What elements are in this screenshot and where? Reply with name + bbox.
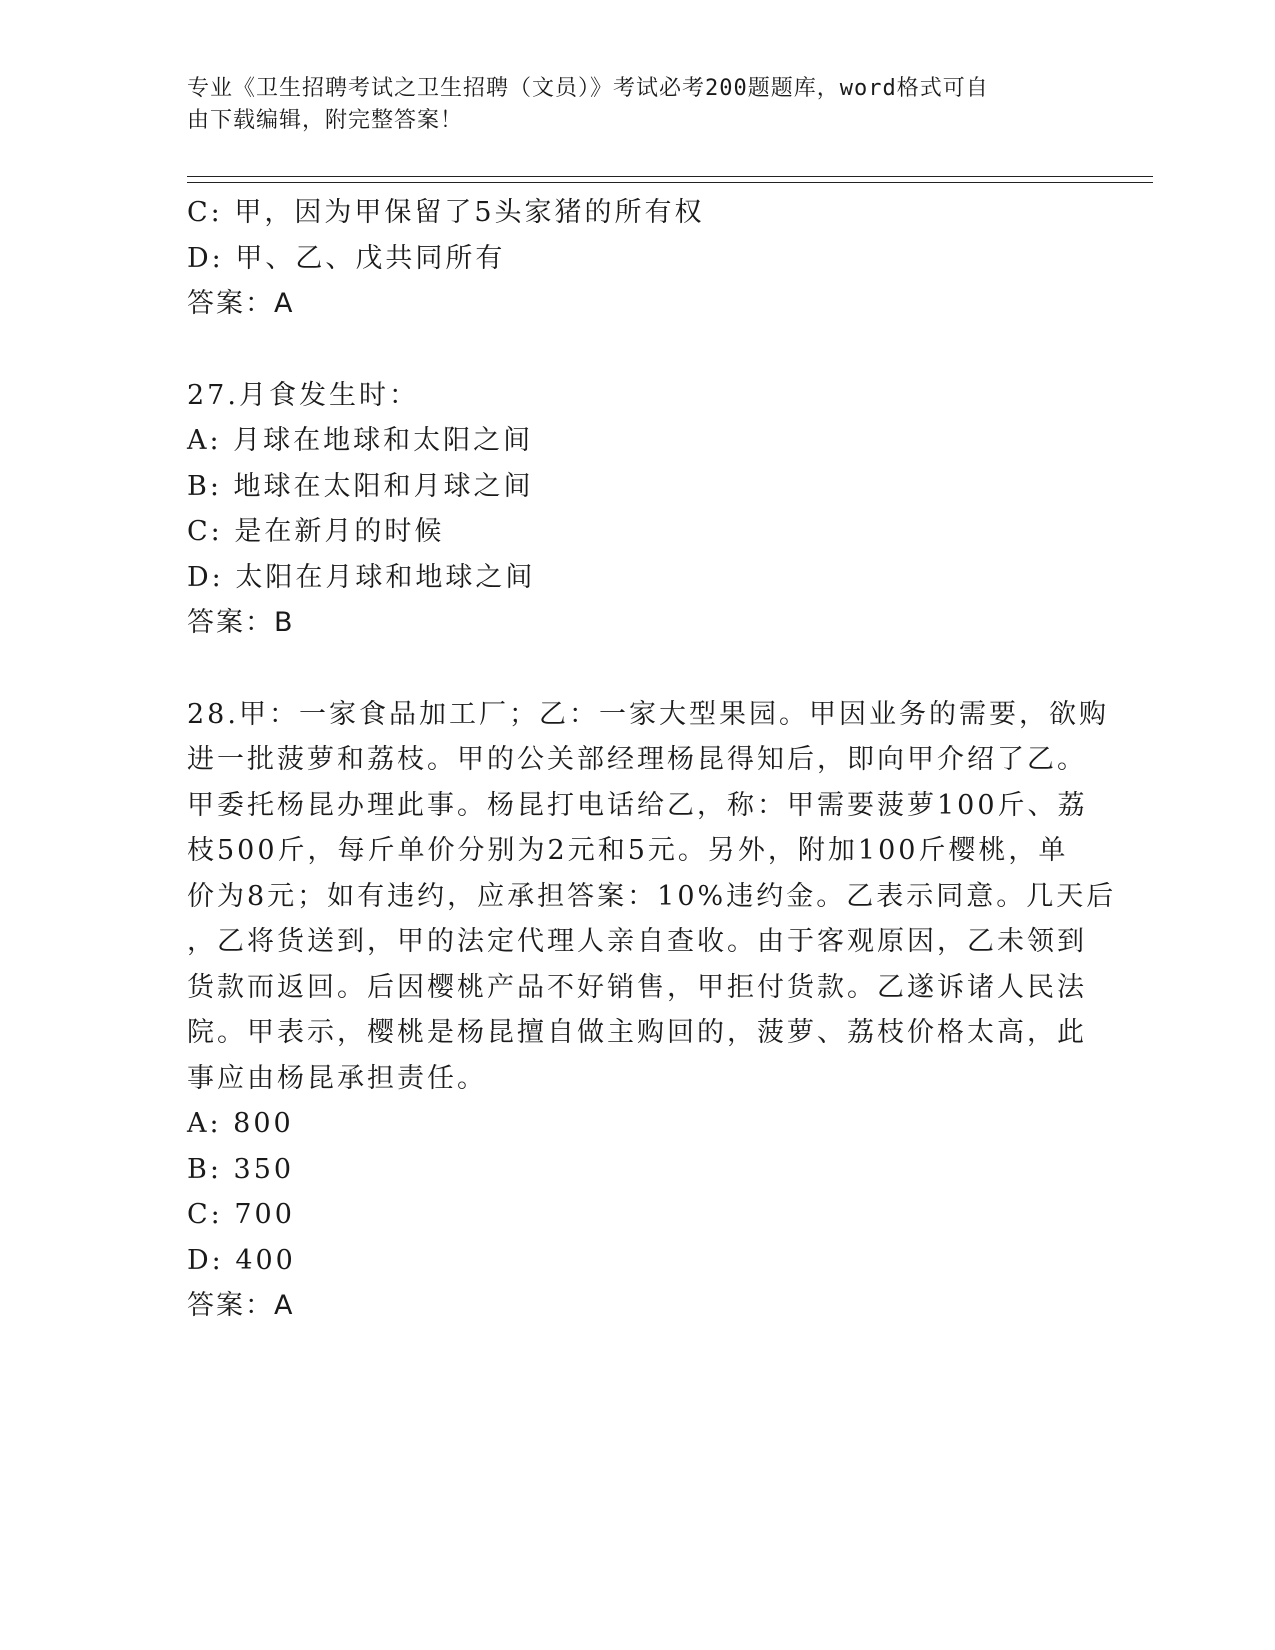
q28-stem-line: ，乙将货送到，甲的法定代理人亲自查收。由于客观原因，乙未领到 [187, 926, 1087, 957]
q26-option-c: C: 甲，因为甲保留了5头家猪的所有权 [187, 197, 705, 228]
q28-stem-line: 进一批菠萝和荔枝。甲的公关部经理杨昆得知后，即向甲介绍了乙。 [187, 744, 1087, 775]
q28-stem-line: 甲委托杨昆办理此事。杨昆打电话给乙，称：甲需要菠萝100斤、荔 [187, 789, 1088, 821]
header-line-2: 由下载编辑，附完整答案！ [187, 108, 464, 133]
q28-option-d: D: 400 [187, 1244, 296, 1276]
header-line-1: 专业《卫生招聘考试之卫生招聘（文员）》考试必考200题题库，word格式可自 [187, 76, 989, 101]
q28-stem-line: 28.甲：一家食品加工厂；乙：一家大型果园。甲因业务的需要，欲购 [187, 698, 1109, 730]
q28-answer: 答案：A [187, 1290, 295, 1321]
q28-stem-line: 院。甲表示，樱桃是杨昆擅自做主购回的，菠萝、荔枝价格太高，此 [187, 1017, 1087, 1048]
spacer [187, 646, 1087, 692]
q27-answer: 答案：B [187, 607, 295, 638]
q28-stem-line: 价为8元；如有违约，应承担答案：10%违约金。乙表示同意。几天后 [187, 880, 1117, 912]
document-header [187, 73, 1067, 137]
q28-stem-line: 枝500斤，每斤单价分别为2元和5元。另外，附加100斤樱桃，单 [187, 835, 1069, 866]
q27-option-c: C: 是在新月的时候 [187, 516, 445, 547]
q28-option-b: B: 350 [187, 1153, 295, 1185]
header-rule-top [187, 176, 1153, 177]
header-rule-bottom [187, 182, 1153, 183]
q27-option-b: B: 地球在太阳和月球之间 [187, 470, 534, 502]
q27-option-d: D: 太阳在月球和地球之间 [187, 561, 536, 593]
q26-option-d: D: 甲、乙、戊共同所有 [187, 242, 506, 274]
q28-stem-line: 事应由杨昆承担责任。 [187, 1062, 487, 1094]
q28-option-a: A: 800 [187, 1108, 294, 1139]
q27-stem: 27.月食发生时： [187, 379, 419, 411]
q27-option-a: A: 月球在地球和太阳之间 [187, 425, 534, 456]
q28-option-c: C: 700 [187, 1199, 295, 1230]
question-26-tail [187, 190, 1087, 327]
document-body [187, 190, 1117, 1329]
q28-stem-line: 货款而返回。后因樱桃产品不好销售，甲拒付货款。乙遂诉诸人民法 [187, 971, 1087, 1003]
question-28 [187, 692, 1117, 1329]
spacer [187, 327, 1087, 373]
q26-answer: 答案：A [187, 288, 295, 319]
question-27 [187, 373, 1087, 646]
